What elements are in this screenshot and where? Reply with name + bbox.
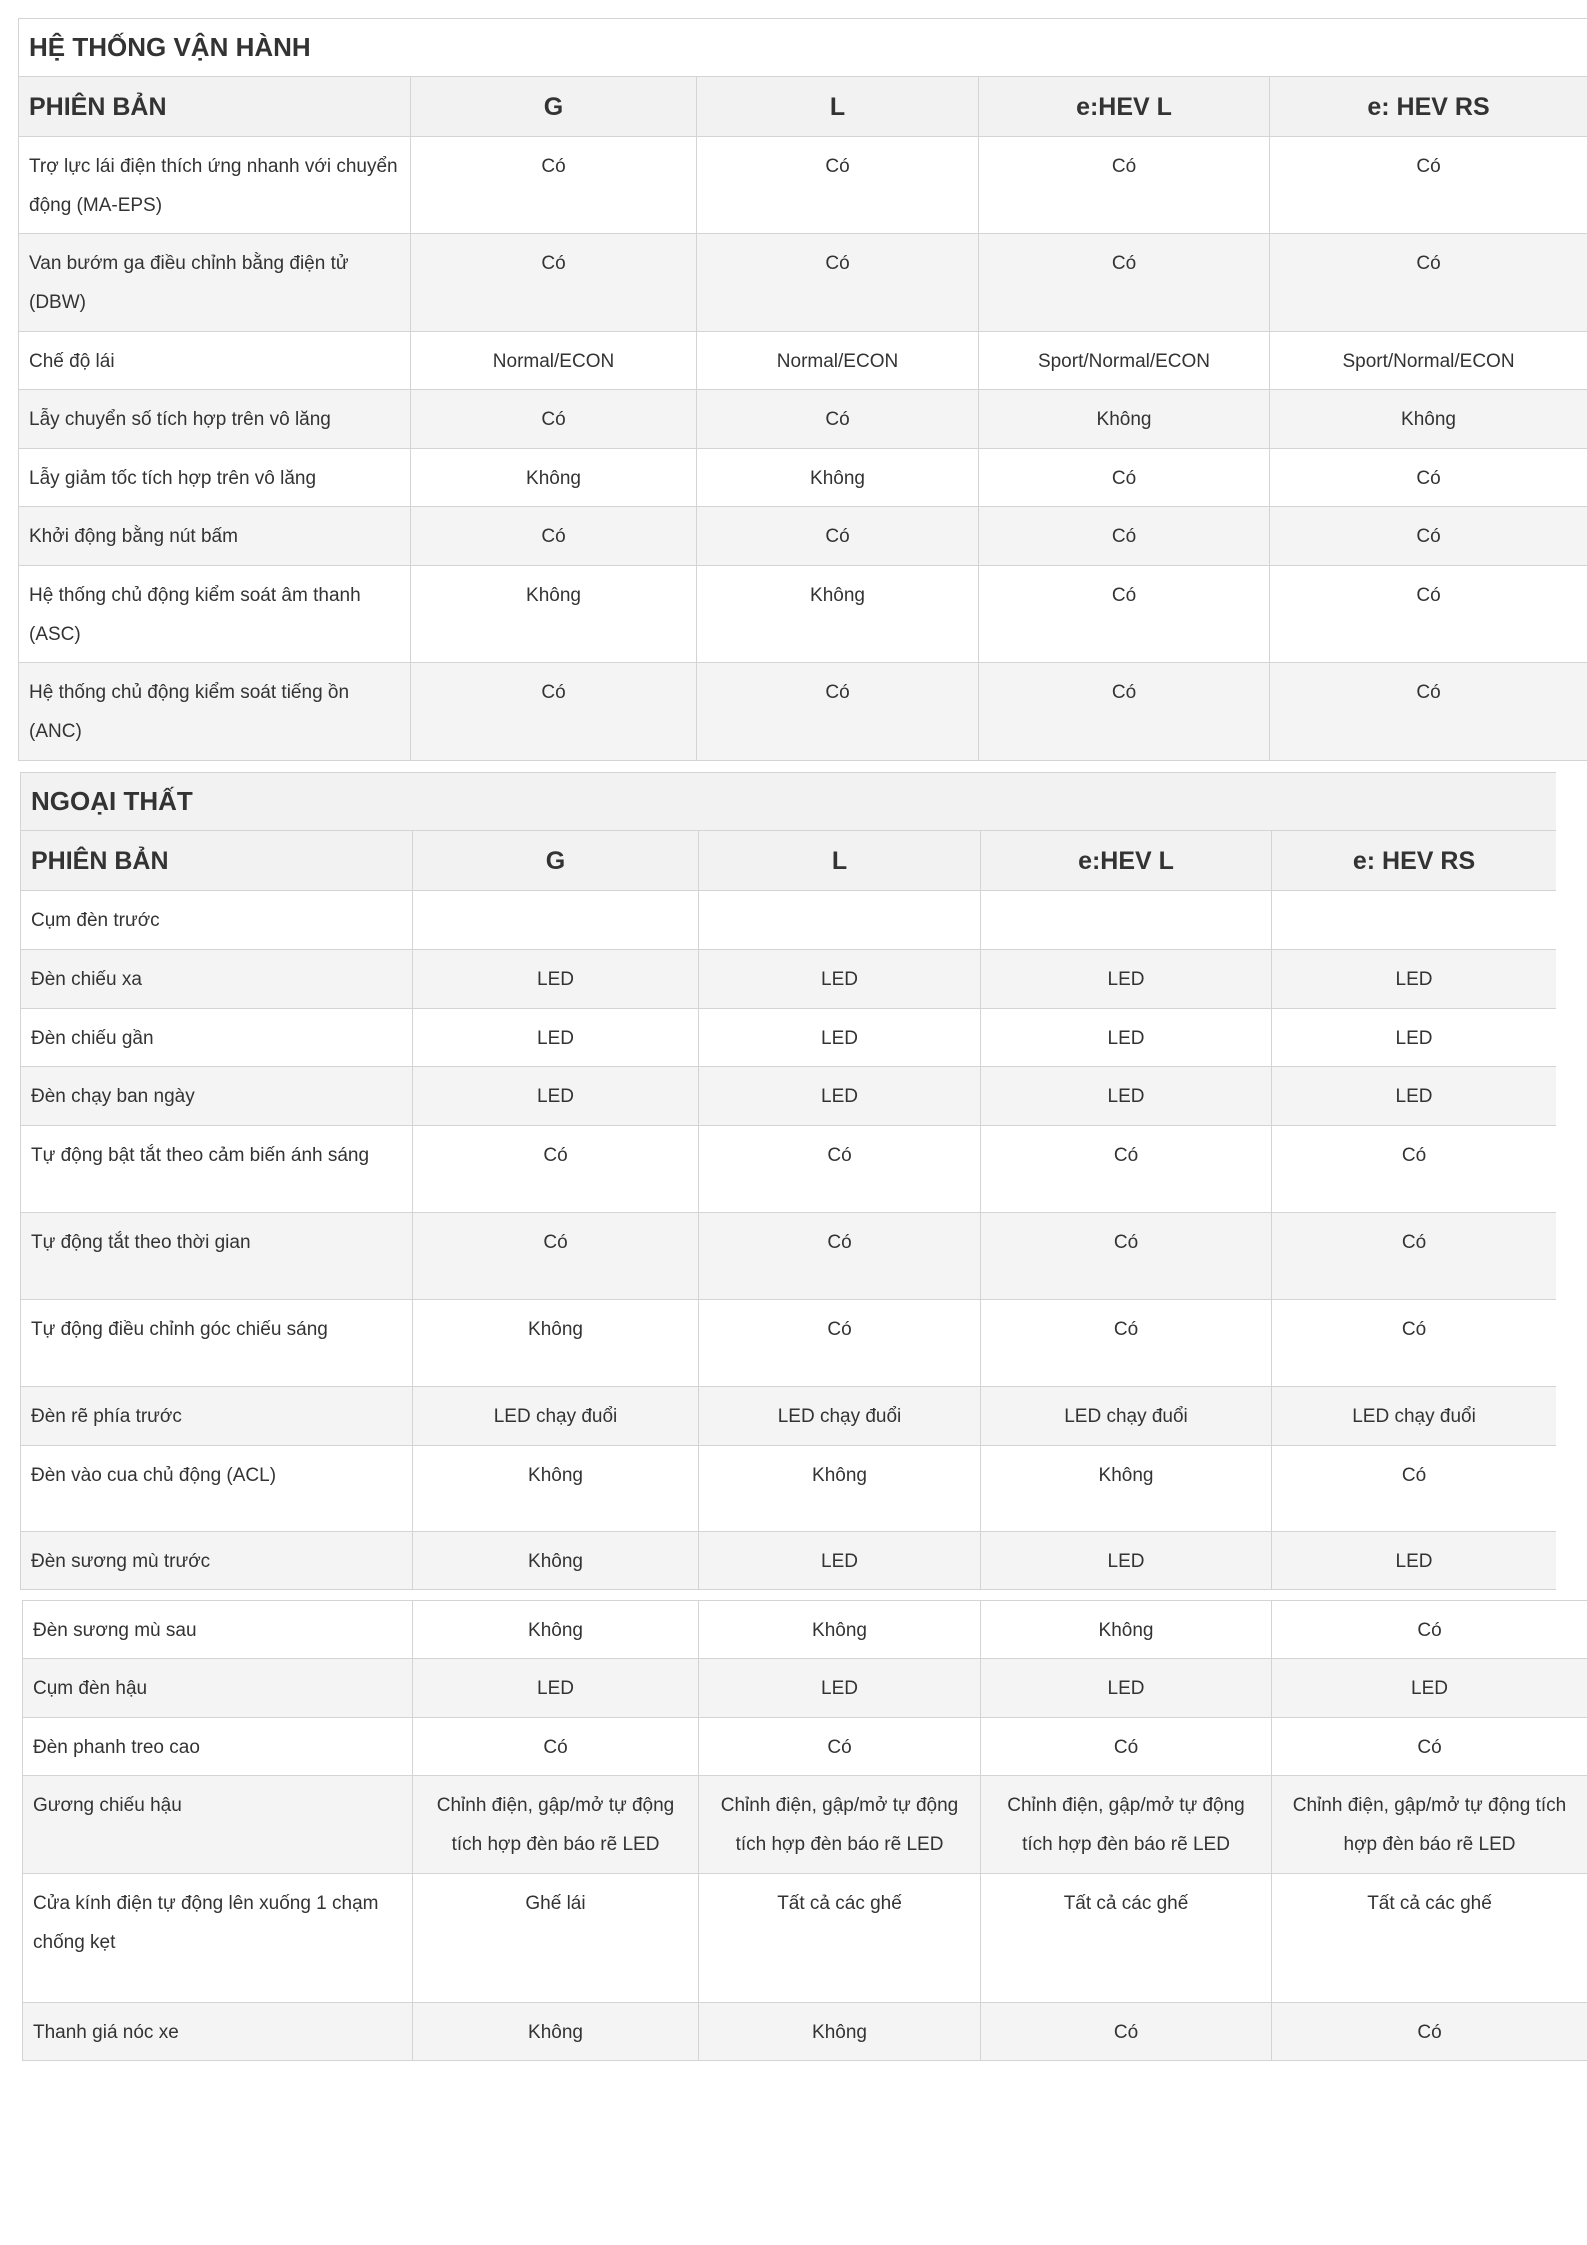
cell-value: Có bbox=[979, 663, 1270, 761]
spec-table bbox=[18, 18, 1587, 761]
cell-value: Có bbox=[1270, 137, 1587, 234]
cell-value: LED bbox=[981, 1067, 1272, 1126]
row-label: Cụm đèn trước bbox=[21, 891, 413, 950]
cell-value: Có bbox=[1272, 1446, 1557, 1532]
cell-value: Có bbox=[981, 1300, 1272, 1387]
row-label: Chế độ lái bbox=[19, 332, 411, 390]
table-row bbox=[23, 2003, 1587, 2061]
row-label: Trợ lực lái điện thích ứng nhanh với chuyển động (MA-EPS) bbox=[19, 137, 411, 234]
cell-value: Có bbox=[979, 449, 1270, 507]
cell-value: Có bbox=[1272, 1601, 1587, 1659]
cell-value: Có bbox=[979, 137, 1270, 234]
row-label: Hệ thống chủ động kiểm soát âm thanh (ASC) bbox=[19, 566, 411, 663]
table-row bbox=[21, 950, 1557, 1009]
header-row bbox=[19, 77, 1587, 137]
spec-table-exterior bbox=[20, 772, 1556, 1590]
cell-value: Có bbox=[699, 1718, 981, 1776]
row-label: Đèn sương mù sau bbox=[23, 1601, 413, 1659]
row-label: Van bướm ga điều chỉnh bằng điện tử (DBW) bbox=[19, 234, 411, 332]
table-row bbox=[19, 449, 1587, 507]
cell-value: Tất cả các ghế bbox=[981, 1874, 1272, 2003]
row-label: Tự động tắt theo thời gian bbox=[21, 1213, 413, 1300]
cell-value: Không bbox=[413, 1446, 699, 1532]
cell-value: Có bbox=[1272, 1300, 1557, 1387]
row-label: Đèn chạy ban ngày bbox=[21, 1067, 413, 1126]
cell-value: LED bbox=[1272, 1659, 1587, 1718]
cell-value: LED bbox=[699, 950, 981, 1009]
cell-value: Có bbox=[697, 390, 979, 449]
cell-value: Không bbox=[697, 566, 979, 663]
cell-value: Không bbox=[1270, 390, 1587, 449]
section-title: HỆ THỐNG VẬN HÀNH bbox=[19, 19, 1587, 77]
cell-value: LED bbox=[1272, 1532, 1557, 1590]
cell-value: Có bbox=[1270, 234, 1587, 332]
row-label: Hệ thống chủ động kiểm soát tiếng ồn (ANC) bbox=[19, 663, 411, 761]
cell-value: Có bbox=[697, 234, 979, 332]
table-row bbox=[19, 234, 1587, 332]
cell-value: Có bbox=[411, 137, 697, 234]
cell-value: Không bbox=[981, 1601, 1272, 1659]
cell-value: Có bbox=[413, 1126, 699, 1213]
table-row bbox=[19, 663, 1587, 761]
cell-value: Có bbox=[981, 1213, 1272, 1300]
cell-value: Có bbox=[413, 1718, 699, 1776]
cell-value: Chỉnh điện, gập/mở tự động tích hợp đèn báo rẽ LED bbox=[699, 1776, 981, 1874]
cell-value: Chỉnh điện, gập/mở tự động tích hợp đèn báo rẽ LED bbox=[1272, 1776, 1587, 1874]
cell-value: LED bbox=[981, 950, 1272, 1009]
spec-table bbox=[20, 772, 1556, 1590]
cell-value: Không bbox=[699, 1601, 981, 1659]
cell-value bbox=[981, 891, 1272, 950]
table-row bbox=[19, 566, 1587, 663]
table-row bbox=[19, 137, 1587, 234]
cell-value: Tất cả các ghế bbox=[1272, 1874, 1587, 2003]
cell-value: Không bbox=[413, 2003, 699, 2061]
cell-value: LED chạy đuổi bbox=[1272, 1387, 1557, 1446]
cell-value: Có bbox=[411, 390, 697, 449]
header-g: G bbox=[413, 831, 699, 891]
table-row bbox=[23, 1601, 1587, 1659]
cell-value: LED bbox=[413, 1659, 699, 1718]
cell-value: Không bbox=[413, 1300, 699, 1387]
header-ehev-rs: e: HEV RS bbox=[1270, 77, 1587, 137]
cell-value: Tất cả các ghế bbox=[699, 1874, 981, 2003]
cell-value: LED bbox=[981, 1532, 1272, 1590]
cell-value: Không bbox=[699, 1446, 981, 1532]
row-label: Tự động điều chỉnh góc chiếu sáng bbox=[21, 1300, 413, 1387]
cell-value: Có bbox=[1270, 663, 1587, 761]
table-row bbox=[23, 1659, 1587, 1718]
cell-value: Không bbox=[699, 2003, 981, 2061]
row-label: Khởi động bằng nút bấm bbox=[19, 507, 411, 566]
table-row bbox=[21, 891, 1557, 950]
cell-value: Có bbox=[699, 1126, 981, 1213]
cell-value: Không bbox=[981, 1446, 1272, 1532]
cell-value: Có bbox=[699, 1213, 981, 1300]
row-label: Cửa kính điện tự động lên xuống 1 chạm chống kẹt bbox=[23, 1874, 413, 2003]
cell-value bbox=[413, 891, 699, 950]
table-row bbox=[21, 1387, 1557, 1446]
cell-value: Chỉnh điện, gập/mở tự động tích hợp đèn báo rẽ LED bbox=[413, 1776, 699, 1874]
header-ehev-l: e:HEV L bbox=[981, 831, 1272, 891]
cell-value: Có bbox=[411, 663, 697, 761]
table-row bbox=[23, 1874, 1587, 2003]
cell-value: Có bbox=[981, 1126, 1272, 1213]
cell-value: LED bbox=[1272, 950, 1557, 1009]
section-title-row bbox=[19, 19, 1587, 77]
row-label: Thanh giá nóc xe bbox=[23, 2003, 413, 2061]
cell-value: Không bbox=[697, 449, 979, 507]
cell-value: Có bbox=[1272, 1718, 1587, 1776]
header-g: G bbox=[411, 77, 697, 137]
cell-value: Ghế lái bbox=[413, 1874, 699, 2003]
row-label: Đèn vào cua chủ động (ACL) bbox=[21, 1446, 413, 1532]
spec-table bbox=[22, 1600, 1587, 2061]
row-label: Tự động bật tắt theo cảm biến ánh sáng bbox=[21, 1126, 413, 1213]
header-version: PHIÊN BẢN bbox=[19, 77, 411, 137]
cell-value: LED bbox=[413, 1067, 699, 1126]
table-row bbox=[21, 1532, 1557, 1590]
table-row bbox=[19, 390, 1587, 449]
cell-value: Có bbox=[1270, 507, 1587, 566]
cell-value: LED chạy đuổi bbox=[699, 1387, 981, 1446]
cell-value: LED chạy đuổi bbox=[413, 1387, 699, 1446]
cell-value: Có bbox=[411, 234, 697, 332]
spec-table-exterior-continued bbox=[22, 1600, 1587, 2061]
cell-value: Chỉnh điện, gập/mở tự động tích hợp đèn báo rẽ LED bbox=[981, 1776, 1272, 1874]
section-title: NGOẠI THẤT bbox=[21, 773, 1557, 831]
cell-value: Có bbox=[699, 1300, 981, 1387]
row-label: Đèn phanh treo cao bbox=[23, 1718, 413, 1776]
cell-value: Có bbox=[1272, 1213, 1557, 1300]
cell-value: Có bbox=[697, 663, 979, 761]
row-label: Đèn sương mù trước bbox=[21, 1532, 413, 1590]
table-row bbox=[19, 332, 1587, 390]
cell-value: Có bbox=[1272, 1126, 1557, 1213]
table-row bbox=[21, 1446, 1557, 1532]
header-row bbox=[21, 831, 1557, 891]
table-row bbox=[21, 1300, 1557, 1387]
header-l: L bbox=[699, 831, 981, 891]
row-label: Cụm đèn hậu bbox=[23, 1659, 413, 1718]
table-row bbox=[23, 1776, 1587, 1874]
cell-value: Có bbox=[413, 1213, 699, 1300]
cell-value bbox=[1272, 891, 1557, 950]
row-label: Đèn chiếu gần bbox=[21, 1009, 413, 1067]
table-row bbox=[21, 1009, 1557, 1067]
cell-value: Có bbox=[1272, 2003, 1587, 2061]
header-version: PHIÊN BẢN bbox=[21, 831, 413, 891]
cell-value bbox=[699, 891, 981, 950]
cell-value: Có bbox=[1270, 449, 1587, 507]
table-row bbox=[21, 1213, 1557, 1300]
cell-value: Có bbox=[1270, 566, 1587, 663]
cell-value: Sport/Normal/ECON bbox=[979, 332, 1270, 390]
cell-value: LED bbox=[699, 1009, 981, 1067]
cell-value: Có bbox=[697, 507, 979, 566]
row-label: Lẫy chuyển số tích hợp trên vô lăng bbox=[19, 390, 411, 449]
table-row bbox=[21, 1067, 1557, 1126]
cell-value: LED bbox=[1272, 1009, 1557, 1067]
cell-value: Không bbox=[411, 566, 697, 663]
cell-value: LED bbox=[981, 1659, 1272, 1718]
cell-value: Sport/Normal/ECON bbox=[1270, 332, 1587, 390]
table-row bbox=[23, 1718, 1587, 1776]
cell-value: Có bbox=[979, 234, 1270, 332]
section-title-row bbox=[21, 773, 1557, 831]
row-label: Đèn chiếu xa bbox=[21, 950, 413, 1009]
cell-value: LED bbox=[413, 950, 699, 1009]
cell-value: LED chạy đuổi bbox=[981, 1387, 1272, 1446]
header-ehev-rs: e: HEV RS bbox=[1272, 831, 1557, 891]
cell-value: Không bbox=[411, 449, 697, 507]
header-ehev-l: e:HEV L bbox=[979, 77, 1270, 137]
cell-value: Có bbox=[979, 507, 1270, 566]
cell-value: Có bbox=[979, 566, 1270, 663]
spec-table-operating-system bbox=[18, 18, 1587, 761]
cell-value: Normal/ECON bbox=[411, 332, 697, 390]
table-row bbox=[21, 1126, 1557, 1213]
cell-value: Không bbox=[413, 1532, 699, 1590]
cell-value: LED bbox=[1272, 1067, 1557, 1126]
cell-value: Có bbox=[981, 2003, 1272, 2061]
cell-value: LED bbox=[699, 1067, 981, 1126]
cell-value: LED bbox=[699, 1659, 981, 1718]
cell-value: Có bbox=[411, 507, 697, 566]
cell-value: Normal/ECON bbox=[697, 332, 979, 390]
cell-value: Có bbox=[697, 137, 979, 234]
cell-value: Có bbox=[981, 1718, 1272, 1776]
cell-value: LED bbox=[699, 1532, 981, 1590]
row-label: Lẫy giảm tốc tích hợp trên vô lăng bbox=[19, 449, 411, 507]
table-row bbox=[19, 507, 1587, 566]
header-l: L bbox=[697, 77, 979, 137]
cell-value: LED bbox=[981, 1009, 1272, 1067]
row-label: Gương chiếu hậu bbox=[23, 1776, 413, 1874]
cell-value: Không bbox=[979, 390, 1270, 449]
cell-value: LED bbox=[413, 1009, 699, 1067]
cell-value: Không bbox=[413, 1601, 699, 1659]
row-label: Đèn rẽ phía trước bbox=[21, 1387, 413, 1446]
